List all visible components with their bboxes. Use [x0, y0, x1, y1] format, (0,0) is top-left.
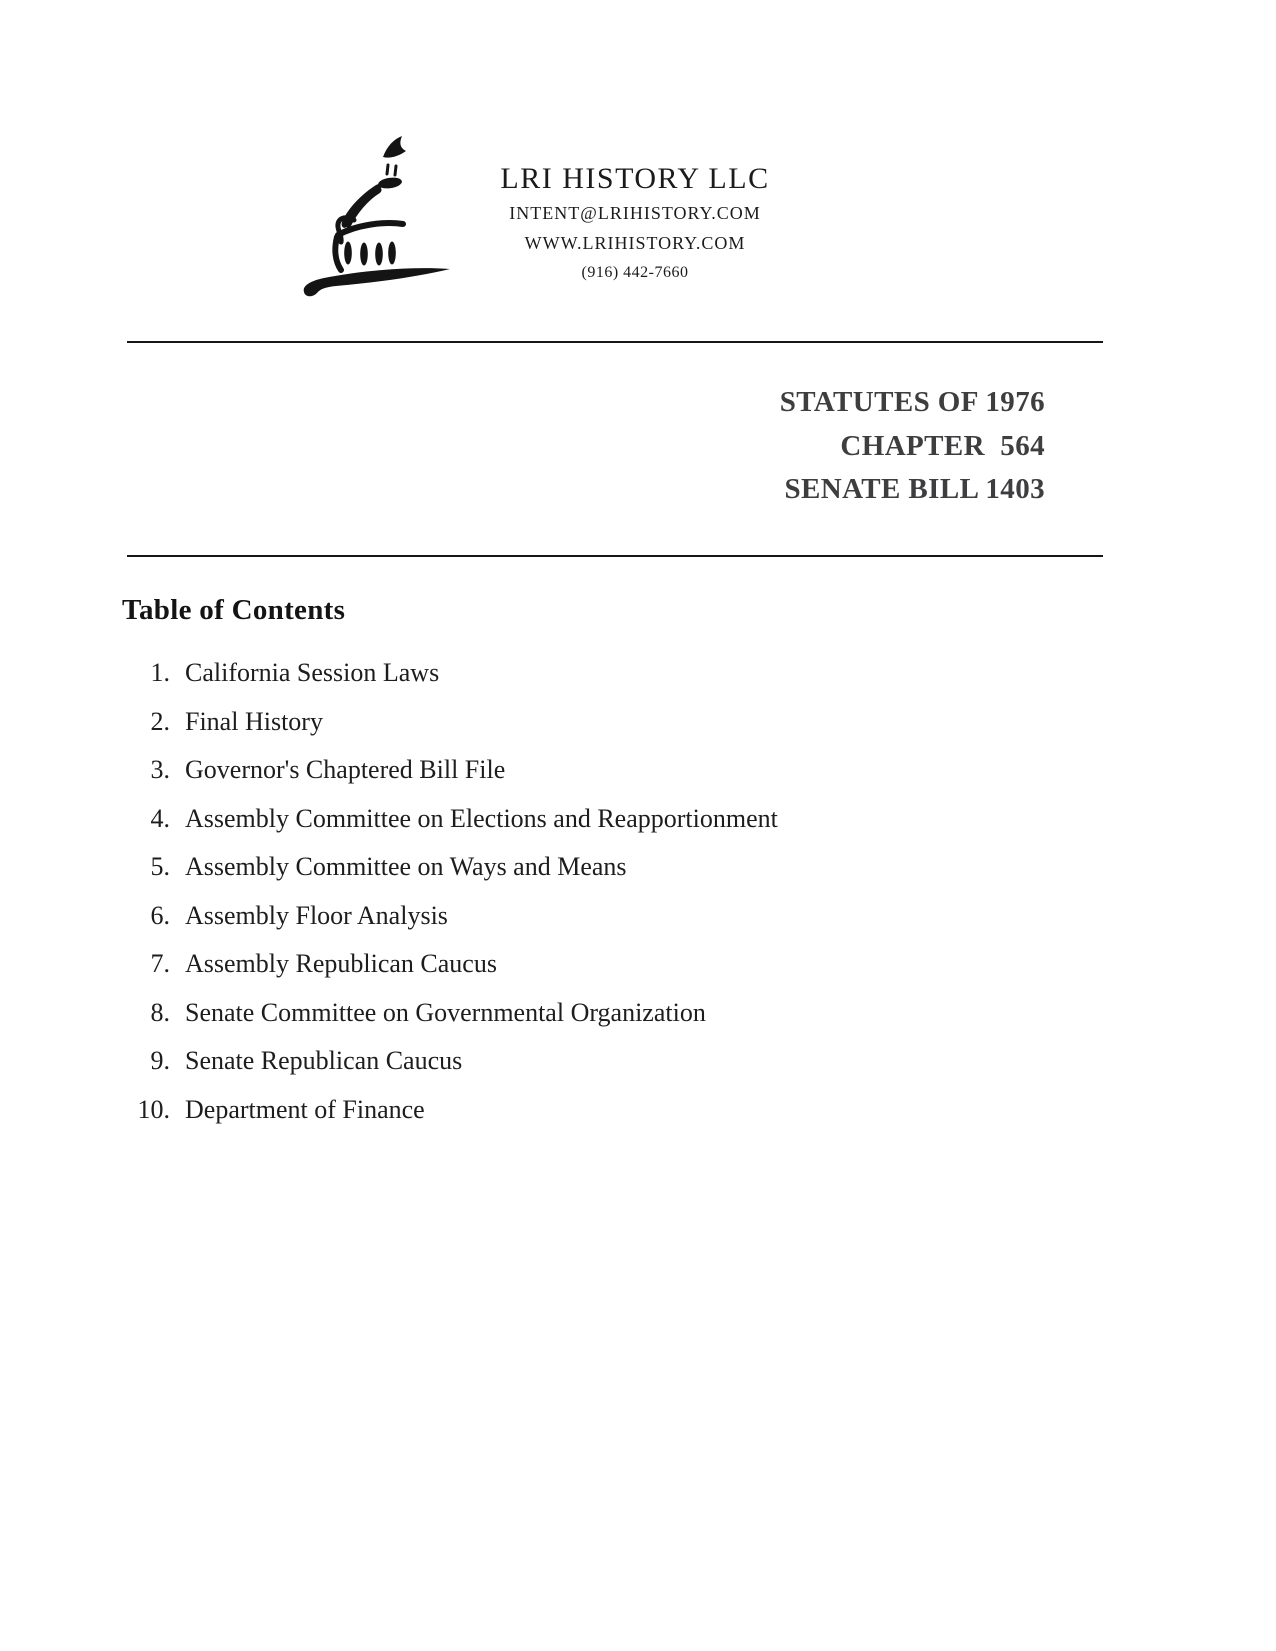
toc-item-label: Assembly Republican Caucus — [185, 949, 497, 978]
toc-item-number: 3. — [150, 755, 170, 784]
toc-item-number: 9. — [150, 1046, 170, 1075]
toc-item — [118, 1046, 778, 1095]
org-phone: (916) 442-7660 — [581, 264, 689, 281]
toc-title: Table of Contents — [122, 594, 346, 626]
toc-list — [118, 658, 778, 1143]
senate-bill-line: SENATE BILL 1403 — [784, 473, 1045, 505]
toc-item-label: Department of Finance — [185, 1094, 425, 1124]
statutes-line: STATUTES OF 1976 — [779, 386, 1045, 418]
toc-item — [118, 658, 778, 707]
toc-item-number: 8. — [150, 997, 170, 1027]
toc-item-number: 2. — [150, 706, 170, 736]
toc-item — [118, 1095, 778, 1144]
toc-item — [118, 804, 778, 853]
toc-item — [118, 949, 778, 998]
toc-item-label: Senate Committee on Governmental Organization — [185, 997, 706, 1027]
toc-item-number: 10. — [137, 1094, 170, 1124]
toc-item-label: Assembly Committee on Ways and Means — [185, 852, 627, 881]
horizontal-rule-bottom — [127, 555, 1103, 557]
toc-item-label: California Session Laws — [185, 658, 440, 687]
toc-item-number: 6. — [150, 900, 170, 930]
chapter-line: CHAPTER 564 — [840, 429, 1045, 462]
toc-item-label: Final History — [185, 706, 323, 736]
toc-item-number: 5. — [150, 852, 170, 881]
capitol-dome-drawing — [292, 120, 452, 300]
toc-item-number: 1. — [150, 658, 170, 687]
toc-item — [118, 755, 778, 804]
toc-item — [118, 998, 778, 1047]
toc-item-label: Senate Republican Caucus — [185, 1046, 463, 1075]
org-email: INTENT@LRIHISTORY.COM — [509, 203, 761, 223]
toc-item-label: Governor's Chaptered Bill File — [185, 755, 506, 784]
org-website: WWW.LRIHISTORY.COM — [524, 233, 746, 253]
toc-item — [118, 901, 778, 950]
horizontal-rule-top — [127, 341, 1103, 343]
toc-item-label: Assembly Floor Analysis — [185, 900, 448, 930]
document-info-block — [780, 381, 1045, 512]
toc-item — [118, 707, 778, 756]
org-name: LRI HISTORY LLC — [500, 162, 770, 195]
toc-item-label: Assembly Committee on Elections and Reapportionment — [185, 803, 778, 833]
toc-item-number: 7. — [150, 949, 170, 978]
capitol-dome-logo-icon — [292, 120, 452, 300]
letterhead — [445, 160, 825, 288]
toc-item-number: 4. — [150, 803, 170, 833]
toc-item — [118, 852, 778, 901]
